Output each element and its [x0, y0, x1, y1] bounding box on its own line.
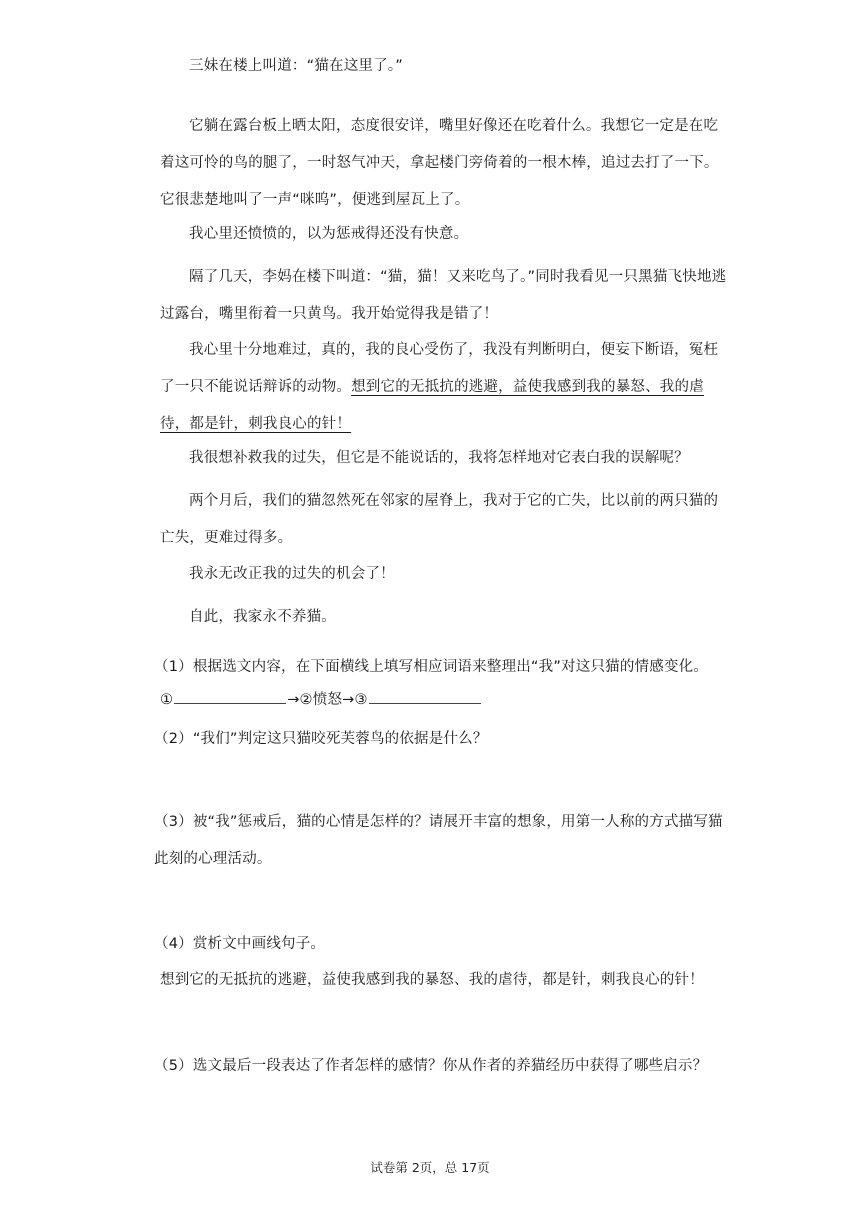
passage-paragraph-3: 我心里还愤愤的，以为惩戒得还没有快意。 [189, 226, 469, 242]
underlined-sentence: 想到它的无抵抗的逃避，益使我感到我的暴怒、我的虐待，都是针，刺我良心的针！ [160, 379, 704, 432]
passage-paragraph-9: 自此，我家永不养猫。 [189, 609, 336, 625]
blank-middle-text: →②愤怒→③ [287, 692, 368, 708]
passage-paragraph-6: 我很想补救我的过失，但它是不能说话的，我将怎样地对它表白我的误解呢？ [189, 450, 689, 466]
blank-3-line [369, 689, 481, 704]
passage-paragraph-5-text: 我心里十分地难过，真的，我的良心受伤了，我没有判断明白，便妄下断语，冤枉了一只不能说话辩诉的动物。 [160, 342, 719, 395]
question-5: （5）选文最后一段表达了作者怎样的感情？你从作者的养猫经历中获得了哪些启示？ [154, 1058, 708, 1074]
question-4: （4）赏析文中画线句子。 [154, 936, 326, 952]
question-4-sentence: 想到它的无抵抗的逃避，益使我感到我的暴怒、我的虐待，都是针，刺我良心的针！ [160, 972, 704, 988]
passage-paragraph-7: 两个月后，我们的猫忽然死在邻家的屋脊上，我对于它的亡失，比以前的两只猫的亡失，更难过得多。 [160, 493, 719, 546]
passage-paragraph-1: 三妹在楼上叫道：“猫在这里了。” [189, 58, 403, 74]
passage-paragraph-8: 我永无改正我的过失的机会了！ [189, 566, 395, 582]
question-1-blanks [160, 682, 750, 718]
blank-1-line [174, 689, 286, 704]
question-2: （2）“我们”判定这只猫咬死芙蓉鸟的依据是什么？ [154, 731, 488, 747]
passage-paragraph-4: 隔了几天，李妈在楼下叫道：“猫，猫！又来吃鸟了。”同时我看见一只黑猫飞快地逃过露台，嘴里衔着一只黄鸟。我开始觉得我是错了！ [160, 269, 727, 322]
blank-1-marker: ① [160, 692, 174, 708]
passage-paragraph-5 [160, 332, 730, 443]
passage-paragraph-2: 它躺在露台板上晒太阳，态度很安详，嘴里好像还在吃着什么。我想它一定是在吃着这可怜的鸟的腿了，一时怒气冲天，拿起楼门旁倚着的一根木棒，追过去打了一下。它很悲楚地叫了一声“咪呜”，便逃到屋瓦上了。 [160, 118, 719, 208]
question-1: （1）根据选文内容，在下面横线上填写相应词语来整理出“我”对这只猫的情感变化。 [154, 659, 709, 675]
page-footer: 试卷第 2页，总 17页 [370, 1160, 490, 1175]
question-3: （3）被“我”惩戒后，猫的心情是怎样的？请展开丰富的想象，用第一人称的方式描写猫此刻的心理活动。 [154, 814, 723, 867]
